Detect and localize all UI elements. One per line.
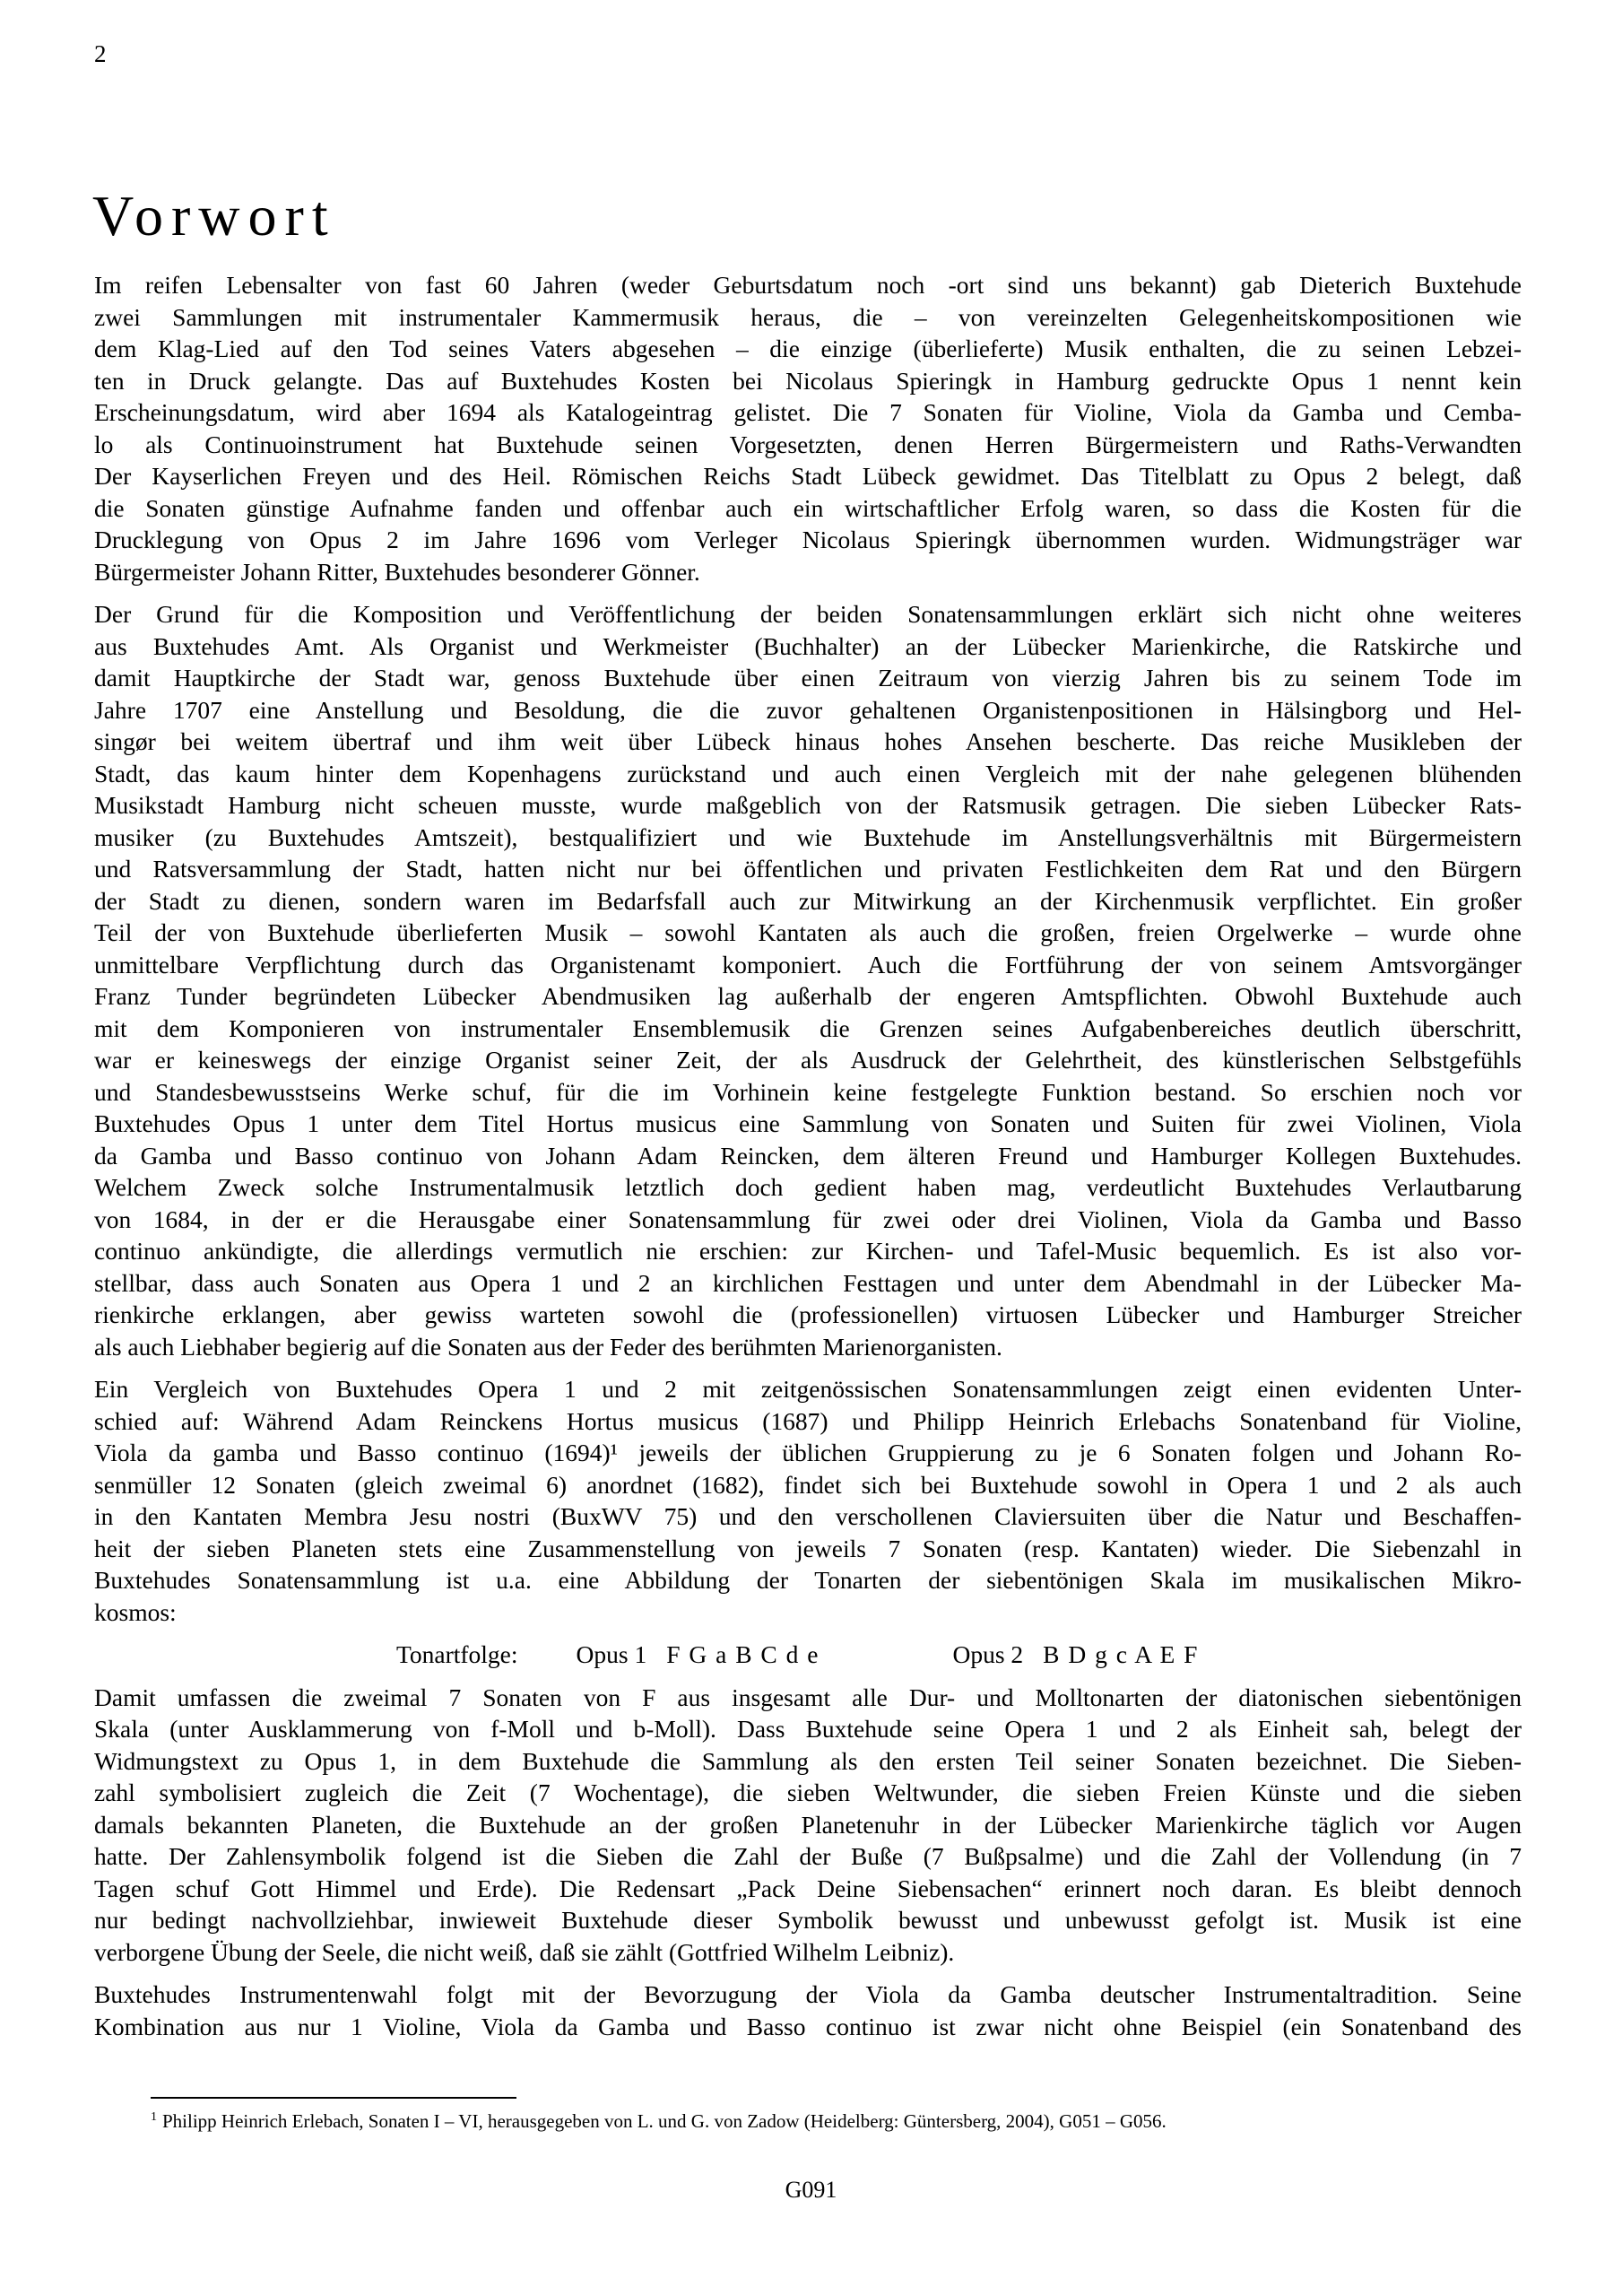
text-line: Welchem Zweck solche Instrumentalmusik letztlich doch gedient haben mag, verdeutlicht Buxtehudes Verlautbarung [94, 1173, 1522, 1201]
text-line: und Standesbewusstseins Werke schuf, für die im Vorhinein keine festgelegte Funktion bestand. So erschien noch vor [94, 1077, 1522, 1106]
text-line: der Stadt zu dienen, sondern waren im Bedarfsfall auch zur Mitwirkung an der Kirchenmusik verpflichtet. Ein großer [94, 886, 1522, 915]
text-line: Der Kayserlichen Freyen und des Heil. Römischen Reichs Stadt Lübeck gewidmet. Das Titelblatt zu Opus 2 belegt, daß [94, 462, 1522, 490]
key-row-label: Tonartfolge: [396, 1640, 518, 1668]
text-line: ten in Druck gelangte. Das auf Buxtehudes Kosten bei Nicolaus Spieringk in Hamburg gedruckte Opus 1 nennt kein [94, 366, 1522, 395]
text-line: Stadt, das kaum hinter dem Kopenhagens zurückstand und auch einen Vergleich mit der nahe gelegenen blühenden [94, 759, 1522, 787]
text-line: Tagen schuf Gott Himmel und Erde). Die Redensart „Pack Deine Siebensachen“ erinnert noch daran. Es bleibt dennoch [94, 1874, 1522, 1902]
paragraph [94, 269, 1522, 587]
preface-body [94, 269, 1522, 2042]
text-line: Drucklegung von Opus 2 im Jahre 1696 vom Verleger Nicolaus Spieringk übernommen wurden. Widmungsträger war [94, 526, 1522, 553]
text-line: mit dem Komponieren von instrumentaler Ensemblemusik die Grenzen seines Aufgabenbereiches deutlich überschritt, [94, 1013, 1522, 1042]
text-line: damit Hauptkirche der Stadt war, genoss Buxtehude über einen Zeitraum von vierzig Jahren bis zu seinem Tode im [94, 664, 1522, 691]
text-line: Ein Vergleich von Buxtehudes Opera 1 und 2 mit zeitgenössischen Sonatensammlungen zeigt einen evidenten Unter- [94, 1375, 1522, 1403]
footnote-text: Philipp Heinrich Erlebach, Sonaten I – VI, herausgegeben von L. und G. von Zadow (Heidelberg: Güntersberg, 2004), G051 – G056. [162, 2110, 1167, 2132]
text-line: Buxtehudes Sonatensammlung ist u.a. eine Abbildung der Tonarten der siebentönigen Skala im musikalischen Mikro- [94, 1566, 1522, 1594]
text-line: Teil der von Buxtehude überlieferten Musik – sowohl Kantaten als auch die großen, freien Orgelwerke – wurde ohne [94, 918, 1522, 946]
footnote-marker: 1 [151, 2110, 157, 2124]
text-line: senmüller 12 Sonaten (gleich zweimal 6) anordnet (1682), findet sich bei Buxtehude sowohl in Opera 1 und 2 als auch [94, 1470, 1522, 1499]
text-line: rienkirche erklangen, aber gewiss warteten sowohl die (professionellen) virtuosen Lübecker und Hamburger Streicher [94, 1300, 1522, 1328]
text-line: heit der sieben Planeten stets eine Zusammenstellung von jeweils 7 Sonaten (resp. Kantaten) wieder. Die Siebenzahl in [94, 1534, 1522, 1562]
text-line: Erscheinungsdatum, wird aber 1694 als Katalogeintrag gelistet. Die 7 Sonaten für Violine, Viola da Gamba und Cemba- [94, 398, 1522, 426]
text-line: da Gamba und Basso continuo von Johann Adam Reincken, dem älteren Freund und Hamburger Kollegen Buxtehudes. [94, 1141, 1522, 1170]
text-line: lo als Continuoinstrument hat Buxtehude seinen Vorgesetzten, denen Herren Bürgermeistern und Raths-Verwandten [94, 430, 1522, 458]
opus2-keys: B D g c A E F [1043, 1640, 1198, 1668]
key-sequence-row [94, 1639, 1522, 1671]
text-line: stellbar, dass auch Sonaten aus Opera 1 und 2 an kirchlichen Festtagen und unter dem Abendmahl in der Lübecker Ma- [94, 1268, 1522, 1297]
text-line: kosmos: [94, 1597, 177, 1626]
opus1-label: Opus 1 [576, 1640, 647, 1668]
text-line: unmittelbare Verpflichtung durch das Organistenamt komponiert. Auch die Fortführung der von seinem Amtsvorgänger [94, 950, 1522, 978]
text-line: als auch Liebhaber begierig auf die Sonaten aus der Feder des berühmten Marienorganisten. [94, 1332, 1002, 1361]
footnote-separator-rule [151, 2097, 516, 2099]
text-line: nur bedingt nachvollziehbar, inwieweit Buxtehude dieser Symbolik bewusst und unbewusst gefolgt ist. Musik ist eine [94, 1906, 1522, 1934]
text-line: Damit umfassen die zweimal 7 Sonaten von F aus insgesamt alle Dur- und Molltonarten der diatonischen siebentönigen [94, 1683, 1522, 1711]
text-line: Buxtehudes Opus 1 unter dem Titel Hortus musicus eine Sammlung von Sonaten und Suiten für zwei Violinen, Viola [94, 1109, 1522, 1137]
opus2-label: Opus 2 [952, 1640, 1024, 1668]
text-line: in den Kantaten Membra Jesu nostri (BuxWV 75) und den verschollenen Claviersuiten über die Natur und Beschaffen- [94, 1502, 1522, 1530]
text-line: Franz Tunder begründeten Lübecker Abendmusiken lag außerhalb der engeren Amtspflichten. Obwohl Buxtehude auch [94, 982, 1522, 1010]
text-line: war er keineswegs der einzige Organist seiner Zeit, der als Ausdruck der Gelehrtheit, des künstlerischen Selbstgefühls [94, 1046, 1522, 1074]
text-line: schied auf: Während Adam Reinckens Hortus musicus (1687) und Philipp Heinrich Erlebachs Sonatenband für Violine, [94, 1406, 1522, 1435]
paragraph [94, 1682, 1522, 1969]
text-line: von 1684, in der er die Herausgabe einer Sonatensammlung für zwei oder drei Violinen, Viola da Gamba und Basso [94, 1205, 1522, 1233]
text-line: Im reifen Lebensalter von fast 60 Jahren (weder Geburtsdatum noch -ort sind uns bekannt) gab Dieterich Buxtehude [94, 271, 1522, 299]
text-line: Viola da gamba und Basso continuo (1694)¹ jeweils der üblichen Gruppierung zu je 6 Sonaten folgen und Johann Ro- [94, 1439, 1522, 1466]
text-line: dem Klag-Lied auf den Tod seines Vaters abgesehen – die einzige (überlieferte) Musik enthalten, die zu seinen Lebzei- [94, 335, 1522, 362]
opus1-keys: F G a B C d e [666, 1640, 819, 1668]
text-line: die Sonaten günstige Aufnahme fanden und offenbar auch ein wirtschaftlicher Erfolg waren, so dass die Kosten für die [94, 493, 1522, 522]
text-line: und Ratsversammlung der Stadt, hatten nicht nur bei öffentlichen und privaten Festlichkeiten dem Rat und den Bürgern [94, 855, 1522, 883]
text-line: singør bei weitem übertraf und ihm weit über Lübeck hinaus hohes Ansehen bescherte. Das reiche Musikleben der [94, 727, 1522, 755]
text-line: musiker (zu Buxtehudes Amtszeit), bestqualifiziert und wie Buxtehude im Anstellungsverhältnis mit Bürgermeistern [94, 822, 1522, 851]
text-line: Der Grund für die Komposition und Veröffentlichung der beiden Sonatensammlungen erklärt sich nicht ohne weiteres [94, 600, 1522, 628]
text-line: Kombination aus nur 1 Violine, Viola da Gamba und Basso continuo ist zwar nicht ohne Beispiel (ein Sonatenband des [94, 2012, 1522, 2040]
text-line: zwei Sammlungen mit instrumentaler Kammermusik heraus, die – von vereinzelten Gelegenheitskompositionen wie [94, 302, 1522, 331]
text-line: Skala (unter Ausklammerung von f-Moll und b-Moll). Dass Buxtehude seine Opera 1 und 2 als Einheit sah, belegt der [94, 1715, 1522, 1743]
page-title: Vorwort [92, 184, 336, 248]
catalog-number-footer: G091 [785, 2177, 837, 2203]
paragraph [94, 1979, 1522, 2042]
text-line: verborgene Übung der Seele, die nicht weiß, daß sie zählt (Gottfried Wilhelm Leibniz). [94, 1937, 955, 1966]
footnote [151, 2097, 1522, 2135]
text-line: zahl symbolisiert zugleich die Zeit (7 Wochentage), die sieben Weltwunder, die sieben Freien Künste und die sieben [94, 1779, 1522, 1806]
text-line: Musikstadt Hamburg nicht scheuen musste, wurde maßgeblich von der Ratsmusik getragen. Die sieben Lübecker Rats- [94, 791, 1522, 819]
text-line: Bürgermeister Johann Ritter, Buxtehudes besonderer Gönner. [94, 557, 700, 586]
footnote-line [151, 2108, 1522, 2135]
paragraph [94, 598, 1522, 1362]
text-line: Buxtehudes Instrumentenwahl folgt mit der Bevorzugung der Viola da Gamba deutscher Instrumentaltradition. Seine [94, 1980, 1522, 2008]
text-line: damals bekannten Planeten, die Buxtehude an der großen Planetenuhr in der Lübecker Marienkirche täglich vor Augen [94, 1810, 1522, 1839]
page-number: 2 [94, 40, 107, 67]
text-line: continuo ankündigte, die allerdings vermutlich nie erschien: zur Kirchen- und Tafel-Music bequemlich. Es ist also vor- [94, 1237, 1522, 1265]
text-line: aus Buxtehudes Amt. Als Organist und Werkmeister (Buchhalter) an der Lübecker Marienkirche, die Ratskirche und [94, 631, 1522, 660]
text-line: hatte. Der Zahlensymbolik folgend ist die Sieben die Zahl der Buße (7 Bußpsalme) und die Zahl der Vollendung (in 7 [94, 1842, 1522, 1870]
text-line: Jahre 1707 eine Anstellung und Besoldung, die die zuvor gehaltenen Organistenpositionen in Hälsingborg und Hel- [94, 695, 1522, 724]
text-line: Widmungstext zu Opus 1, in dem Buxtehude die Sammlung als den ersten Teil seiner Sonaten bezeichnet. Die Sieben- [94, 1746, 1522, 1775]
paragraph [94, 1373, 1522, 1628]
